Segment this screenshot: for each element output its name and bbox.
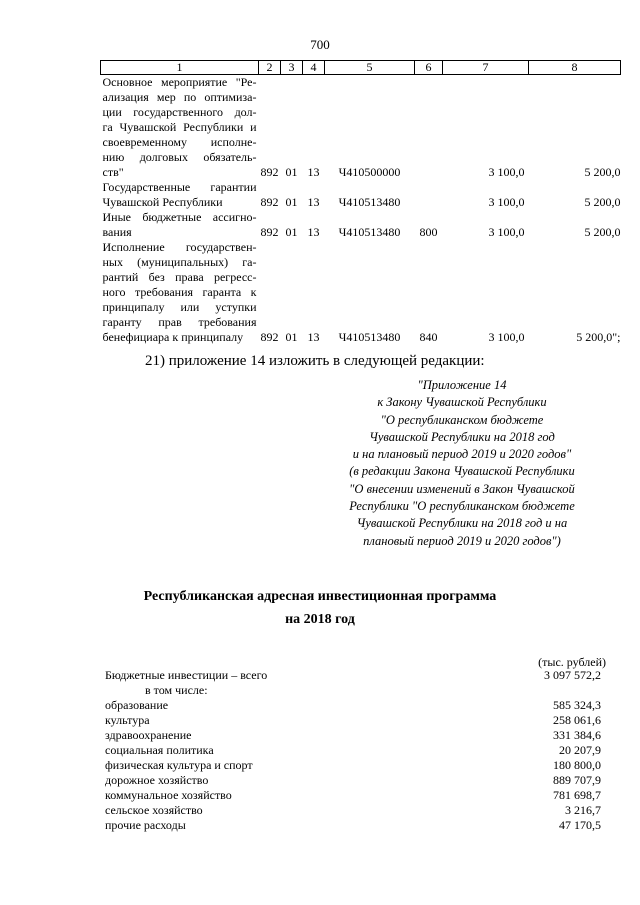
- cell-c5: Ч410513480: [338, 225, 401, 239]
- program-title-line: на 2018 год: [285, 612, 355, 627]
- investment-value: 3 216,7: [565, 803, 601, 817]
- appendix-line: Чувашской Республики на 2018 год и на: [356, 516, 568, 531]
- investment-row: [105, 788, 601, 803]
- investment-label: в том числе:: [145, 683, 208, 697]
- cell-c7: 3 100,0: [488, 165, 525, 179]
- column-header: 5: [325, 61, 415, 75]
- row-name-line: Чувашской Республики: [102, 195, 223, 209]
- investment-value: 180 800,0: [553, 758, 601, 772]
- row-name-line: Государственные гарантии: [102, 180, 257, 194]
- row-name-line: ализация мер по оптимиза-: [102, 90, 257, 104]
- investment-value: 331 384,6: [553, 728, 601, 742]
- row-name-line: Исполнение государствен-: [102, 240, 257, 254]
- cell-c8: 5 200,0: [584, 195, 621, 209]
- row-name: [101, 180, 259, 210]
- investment-value: 781 698,7: [553, 788, 601, 802]
- row-name: [101, 210, 259, 240]
- row-name-line: нию долговых обязатель-: [102, 150, 257, 164]
- row-name-line: принципалу или уступки: [102, 300, 257, 314]
- cell-c5: Ч410513480: [338, 330, 401, 344]
- table-row: [101, 75, 621, 181]
- table-row: [101, 240, 621, 345]
- cell-c3: 01: [285, 165, 298, 179]
- table-row: [101, 210, 621, 240]
- cell-c5: Ч410500000: [338, 165, 401, 179]
- cell-c5: Ч410513480: [338, 195, 401, 209]
- units-note: (тыс. рублей): [538, 655, 606, 669]
- cell-c3: 01: [285, 225, 298, 239]
- investment-label: дорожное хозяйство: [105, 773, 209, 787]
- cell-c2: 892: [260, 330, 279, 344]
- investment-row: [105, 743, 601, 758]
- cell-c6: [415, 180, 443, 210]
- cell-c4: 13: [307, 330, 320, 344]
- column-header: 8: [529, 61, 621, 75]
- cell-c4: 13: [307, 165, 320, 179]
- column-header: 7: [443, 61, 529, 75]
- cell-c2: 892: [260, 195, 279, 209]
- table-row: [101, 180, 621, 210]
- row-name-line: ств": [102, 165, 124, 179]
- row-name-line: гаранту прав требования: [102, 315, 257, 329]
- row-name-line: ных (муниципальных) га-: [102, 255, 257, 269]
- investment-value: 889 707,9: [553, 773, 601, 787]
- investment-row: [105, 668, 601, 683]
- investment-label: культура: [105, 713, 150, 727]
- cell-c7: 3 100,0: [488, 195, 525, 209]
- investment-row: [105, 683, 601, 698]
- investment-label: коммунальное хозяйство: [105, 788, 232, 802]
- cell-c6: [415, 75, 443, 181]
- investment-value: 3 097 572,2: [544, 668, 601, 682]
- investment-label: образование: [105, 698, 169, 712]
- cell-c6: 800: [419, 225, 438, 239]
- program-title: [0, 585, 640, 631]
- investment-list: [105, 668, 601, 833]
- investment-label: социальная политика: [105, 743, 214, 757]
- investment-value: 585 324,3: [553, 698, 601, 712]
- investment-value: 20 207,9: [559, 743, 601, 757]
- row-name: [101, 240, 259, 345]
- appendix-line: "Приложение 14: [417, 378, 507, 392]
- appendix-line: Чувашской Республики на 2018 год: [369, 429, 555, 444]
- page-number: 700: [310, 37, 330, 52]
- column-header: 2: [259, 61, 281, 75]
- table-header-row: [101, 61, 621, 75]
- program-title-line: Республиканская адресная инвестиционная программа: [143, 589, 497, 604]
- row-name-line: ного требования гаранта к: [102, 285, 257, 299]
- appendix-line: Республики "О республиканском бюджете: [349, 499, 575, 514]
- budget-table: [100, 60, 621, 345]
- cell-c3: 01: [285, 195, 298, 209]
- amendment-item-21: 21) приложение 14 изложить в следующей редакции:: [145, 353, 485, 369]
- appendix-line: "О республиканском бюджете: [380, 412, 544, 427]
- investment-row: [105, 698, 601, 713]
- appendix-line: "О внесении изменений в Закон Чувашской: [349, 481, 575, 496]
- appendix-line: и на плановый период 2019 и 2020 годов": [352, 447, 572, 462]
- row-name-line: Иные бюджетные ассигно-: [102, 210, 257, 224]
- cell-c7: 3 100,0: [488, 330, 525, 344]
- investment-label: здравоохранение: [105, 728, 192, 742]
- cell-c2: 892: [260, 165, 279, 179]
- investment-row: [105, 773, 601, 788]
- column-header: 1: [101, 61, 259, 75]
- row-name-line: своевременному исполне-: [102, 135, 257, 149]
- row-name-line: га Чувашской Республики и: [102, 120, 257, 134]
- row-name-line: ции государственного дол-: [102, 105, 257, 119]
- appendix-header: [326, 377, 598, 550]
- investment-row: [105, 713, 601, 728]
- investment-label: прочие расходы: [105, 818, 186, 832]
- investment-row: [105, 758, 601, 773]
- column-header: 4: [303, 61, 325, 75]
- cell-c8: 5 200,0: [584, 225, 621, 239]
- cell-c6: 840: [419, 330, 438, 344]
- investment-label: физическая культура и спорт: [105, 758, 253, 772]
- column-header: 3: [281, 61, 303, 75]
- cell-c4: 13: [307, 225, 320, 239]
- appendix-line: к Закону Чувашской Республики: [377, 395, 547, 410]
- row-name-line: Основное мероприятие "Ре-: [102, 75, 257, 89]
- cell-c8: 5 200,0";: [576, 330, 621, 344]
- appendix-line: (в редакции Закона Чувашской Республики: [349, 464, 575, 479]
- cell-c8: 5 200,0: [584, 165, 621, 179]
- row-name-line: рантий без права регресс-: [102, 270, 257, 284]
- row-name-line: бенефициара к принципалу: [102, 330, 244, 344]
- cell-c3: 01: [285, 330, 298, 344]
- investment-value: 47 170,5: [559, 818, 601, 832]
- cell-c4: 13: [307, 195, 320, 209]
- cell-c7: 3 100,0: [488, 225, 525, 239]
- appendix-line: плановый период 2019 и 2020 годов"): [363, 533, 561, 548]
- investment-value: 258 061,6: [553, 713, 601, 727]
- investment-label: сельское хозяйство: [105, 803, 203, 817]
- investment-row: [105, 818, 601, 833]
- cell-c2: 892: [260, 225, 279, 239]
- row-name: [101, 75, 259, 181]
- investment-label: Бюджетные инвестиции – всего: [105, 668, 268, 682]
- column-header: 6: [415, 61, 443, 75]
- investment-row: [105, 728, 601, 743]
- investment-row: [105, 803, 601, 818]
- row-name-line: вания: [102, 225, 132, 239]
